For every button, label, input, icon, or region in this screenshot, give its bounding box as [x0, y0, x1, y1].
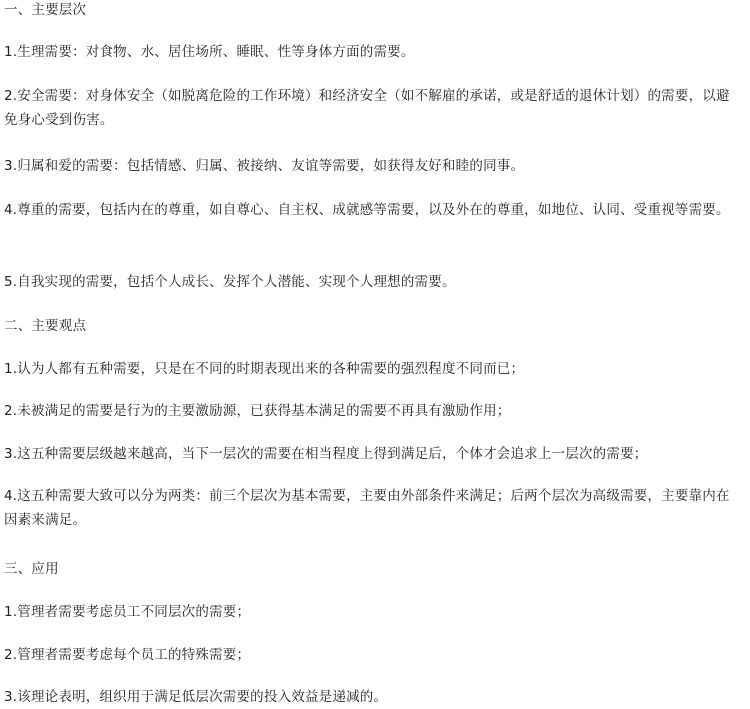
list-item: 2.未被满足的需要是行为的主要激励源，已获得基本满足的需要不再具有激励作用； — [4, 403, 511, 419]
list-item: 3.该理论表明，组织用于满足低层次需要的投入效益是递减的。 — [4, 689, 388, 705]
section-heading-viewpoints: 二、主要观点 — [4, 318, 87, 334]
list-item: 1.认为人都有五种需要，只是在不同的时期表现出来的各种需要的强烈程度不同而已； — [4, 361, 525, 377]
list-item: 3.这五种需要层级越来越高，当下一层次的需要在相当程度上得到满足后，个体才会追求上一层次的需要； — [4, 446, 648, 462]
list-item: 1.生理需要：对食物、水、居住场所、睡眠、性等身体方面的需要。 — [4, 44, 415, 60]
list-item: 4.这五种需要大致可以分为两类：前三个层次为基本需要，主要由外部条件来满足；后两个层次为高级需要，主要靠内在因素来满足。 — [4, 488, 730, 528]
list-item: 2.安全需要：对身体安全（如脱离危险的工作环境）和经济安全（如不解雇的承诺，或是舒适的退休计划）的需要，以避免身心受到伤害。 — [4, 88, 730, 128]
list-item: 1.管理者需要考虑员工不同层次的需要； — [4, 604, 251, 620]
list-item: 3.归属和爱的需要：包括情感、归属、被接纳、友谊等需要，如获得友好和睦的同事。 — [4, 158, 525, 174]
section-heading-levels: 一、主要层次 — [4, 2, 87, 18]
section-heading-application: 三、应用 — [4, 561, 59, 577]
list-item: 2.管理者需要考虑每个员工的特殊需要； — [4, 647, 251, 663]
list-item: 5.自我实现的需要，包括个人成长、发挥个人潜能、实现个人理想的需要。 — [4, 274, 456, 290]
list-item: 4.尊重的需要，包括内在的尊重，如自尊心、自主权、成就感等需要，以及外在的尊重，如地位、认同、受重视等需要。 — [4, 202, 730, 218]
